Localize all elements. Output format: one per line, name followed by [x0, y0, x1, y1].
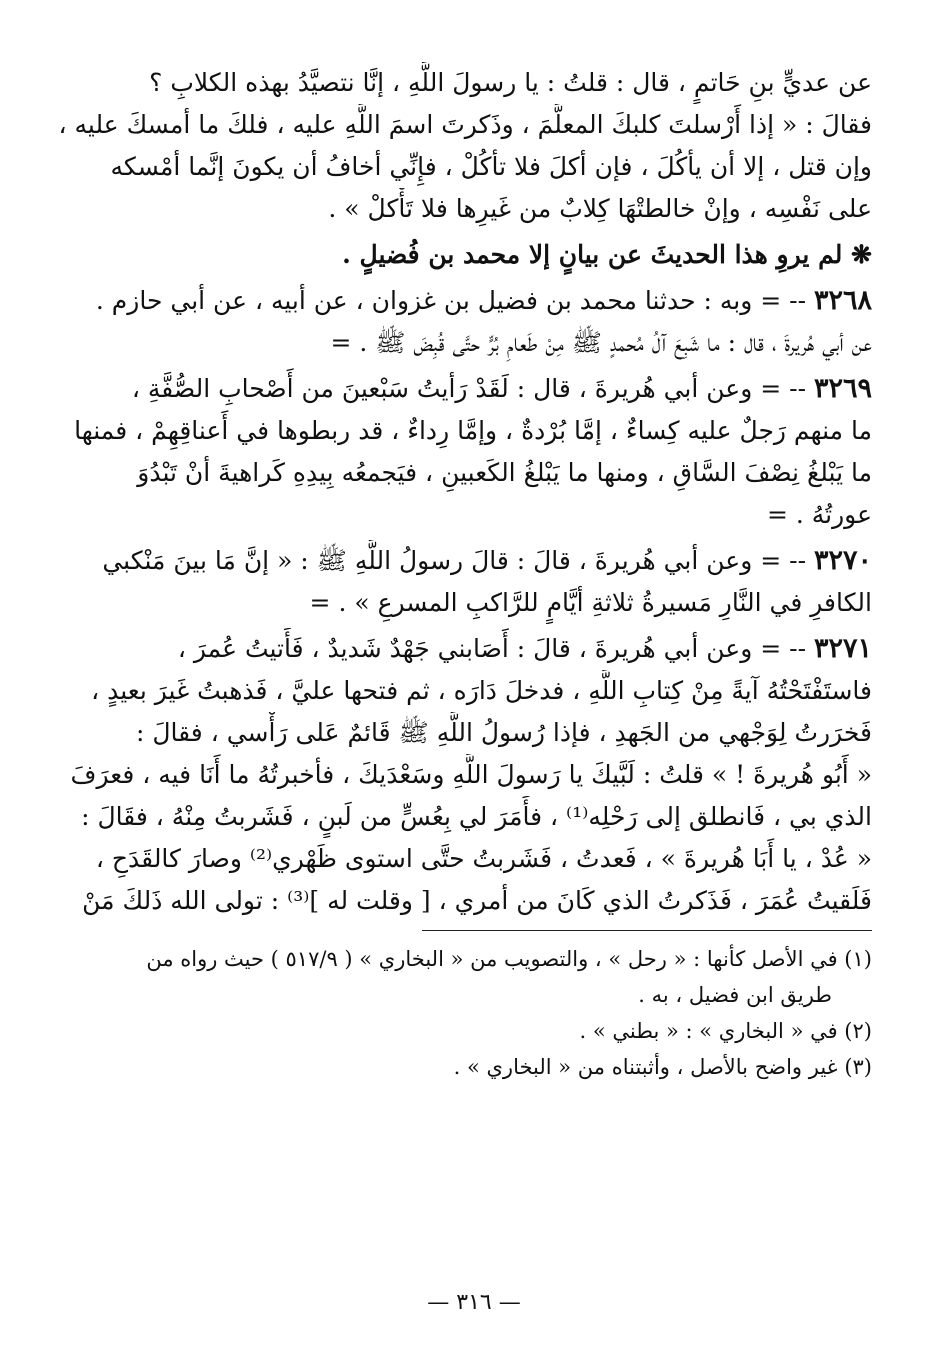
hadith-3269: [44, 368, 872, 536]
text-line: فقالَ : « إذا أَرْسلتَ كلبكَ المعلَّمَ ، وذَكرتَ اسمَ اللَّهِ عليه ، فلكَ ما أمسكَ عليه ،: [58, 110, 872, 139]
text-line: فَلَقيتُ عُمَرَ ، فَذَكرتُ الذي كَانَ من أمري ، [ وقلت له ]⁽³⁾ : تولى الله ذَلكَ مَنْ: [82, 886, 872, 915]
hadith-number: ٣٢٧٠: [813, 545, 872, 576]
text-line: عن عديٍّ بنِ حَاتمٍ ، قال : قلتُ : يا رسولَ اللَّهِ ، إنَّا نتصيَّدُ بهذه الكلابِ ؟: [149, 68, 872, 97]
text-line: الكافرِ في النَّارِ مَسيرةُ ثلاثةِ أيَّامٍ للرَّاكبِ المسرعِ » . =: [309, 588, 872, 617]
text-line: ما منهم رَجلٌ عليه كِساءٌ ، إمَّا بُرْدةٌ ، وإمَّا رِداءٌ ، قد ربطوها في أَعناقِهِمْ ، فمنها: [74, 416, 872, 445]
hadith-first-line: [44, 540, 872, 582]
text-line: عورتُهُ . =: [766, 500, 872, 529]
text-line: عن أبي هُريرةَ ، قال : ما شَبِعَ آلُ مُحمدٍ ﷺ مِنْ طَعامِ بُرٍّ حتَّى قُبِضَ ﷺ . =: [330, 328, 872, 357]
footnote-line: (١) في الأصل كأنها : « رحل » ، والتصويب من « البخاري » ( ٥١٧/٩ ) حيث رواه من: [146, 947, 872, 971]
note-line: ❋ لم يروِ هذا الحديثَ عن بيانٍ إلا محمد بن فُضيلٍ .: [342, 240, 872, 269]
text-line: ما يَبْلغُ نِصْفَ السَّاقِ ، ومنها ما يَبْلغُ الكَعبينِ ، فيَجمعُه بِيدِهِ كَراهيةَ أنْ تَبْدُوَ: [137, 458, 872, 487]
hadith-3271: [44, 628, 872, 922]
hadith-first-line: [44, 628, 872, 670]
hadith-number: ٣٢٦٨: [813, 285, 872, 316]
hadith-number: ٣٢٧١: [813, 633, 872, 664]
footnotes: [44, 941, 872, 1085]
hadith-text: -- = وعن أبي هُريرةَ ، قالَ : أَصَابني جَهْدٌ شَديدٌ ، فَأَتيتُ عُمرَ ،: [177, 634, 814, 663]
hadith-first-line: [44, 368, 872, 410]
hadith-text: -- = وعن أبي هُريرةَ ، قالَ : قالَ رسولُ اللَّهِ ﷺ : « إنَّ مَا بينَ مَنْكبي: [102, 546, 814, 575]
text-line: وإن قتل ، إلا أن يأكُلَ ، فإن أكلَ فلا تأكُلْ ، فإِنِّي أخافُ أن يكونَ إنَّما أمْسكه: [110, 152, 872, 181]
text-line: فاستَفْتَحْتُهُ آيةً مِنْ كِتابِ اللَّهِ ، فدخلَ دَارَه ، ثم فتحها عليَّ ، فَذهبتُ غَيرَ بعيدٍ ،: [91, 676, 872, 705]
hadith-text: -- = وبه : حدثنا محمد بن فضيل بن غزوان ، عن أبيه ، عن أبي حازم .: [95, 286, 814, 315]
main-text: [44, 62, 872, 922]
text-line: « عُدْ ، يا أَبَا هُريرةَ » ، فَعدتُ ، فَشَربتُ حتَّى استوى ظَهْري⁽²⁾ وصارَ كالقَدَحِ ،: [95, 844, 872, 873]
footnote-line: طريق ابن فضيل ، به .: [638, 983, 832, 1007]
hadith-3270: [44, 540, 872, 624]
text-line: فَخرَرتُ لِوَجْهي من الجَهدِ ، فإذا رُسولُ اللَّهِ ﷺ قَائمٌ عَلى رَأْسي ، فقالَ :: [136, 718, 872, 747]
text-line: « أَبُو هُريرةَ ! » قلتُ : لَبَّيكَ يا رَسولَ اللَّهِ وسَعْدَيكَ ، فأخبرتُهُ ما أَنَا فيه ، فعرَفَ: [70, 760, 872, 789]
footnote-divider: [422, 930, 872, 931]
text-line: الذي بي ، فَانطلق إلى رَحْلِه⁽¹⁾ ، فأَمَرَ لي بِعُسٍّ من لَبنٍ ، فَشَربتُ مِنْهُ ، فقَالَ :: [81, 802, 872, 831]
page-number: — ٣١٦ —: [427, 1290, 521, 1315]
footnote-line: (٢) في « البخاري » : « بطني » .: [579, 1019, 872, 1043]
editor-note: [44, 234, 872, 276]
intro-paragraph: [44, 62, 872, 230]
text-line: على نَفْسِه ، وإنْ خالطتْهَا كِلابٌ من غَيرِها فلا تَأْكلْ » .: [328, 194, 872, 223]
hadith-text: -- = وعن أبي هُريرةَ ، قال : لَقَدْ رَأيتُ سَبْعينَ من أَصْحابِ الصُّفَّةِ ،: [131, 374, 814, 403]
hadith-3268: [44, 280, 872, 364]
hadith-first-line: [44, 280, 872, 322]
footnote-line: (٣) غير واضح بالأصل ، وأثبتناه من « البخاري » .: [453, 1055, 872, 1079]
hadith-number: ٣٢٦٩: [813, 373, 872, 404]
